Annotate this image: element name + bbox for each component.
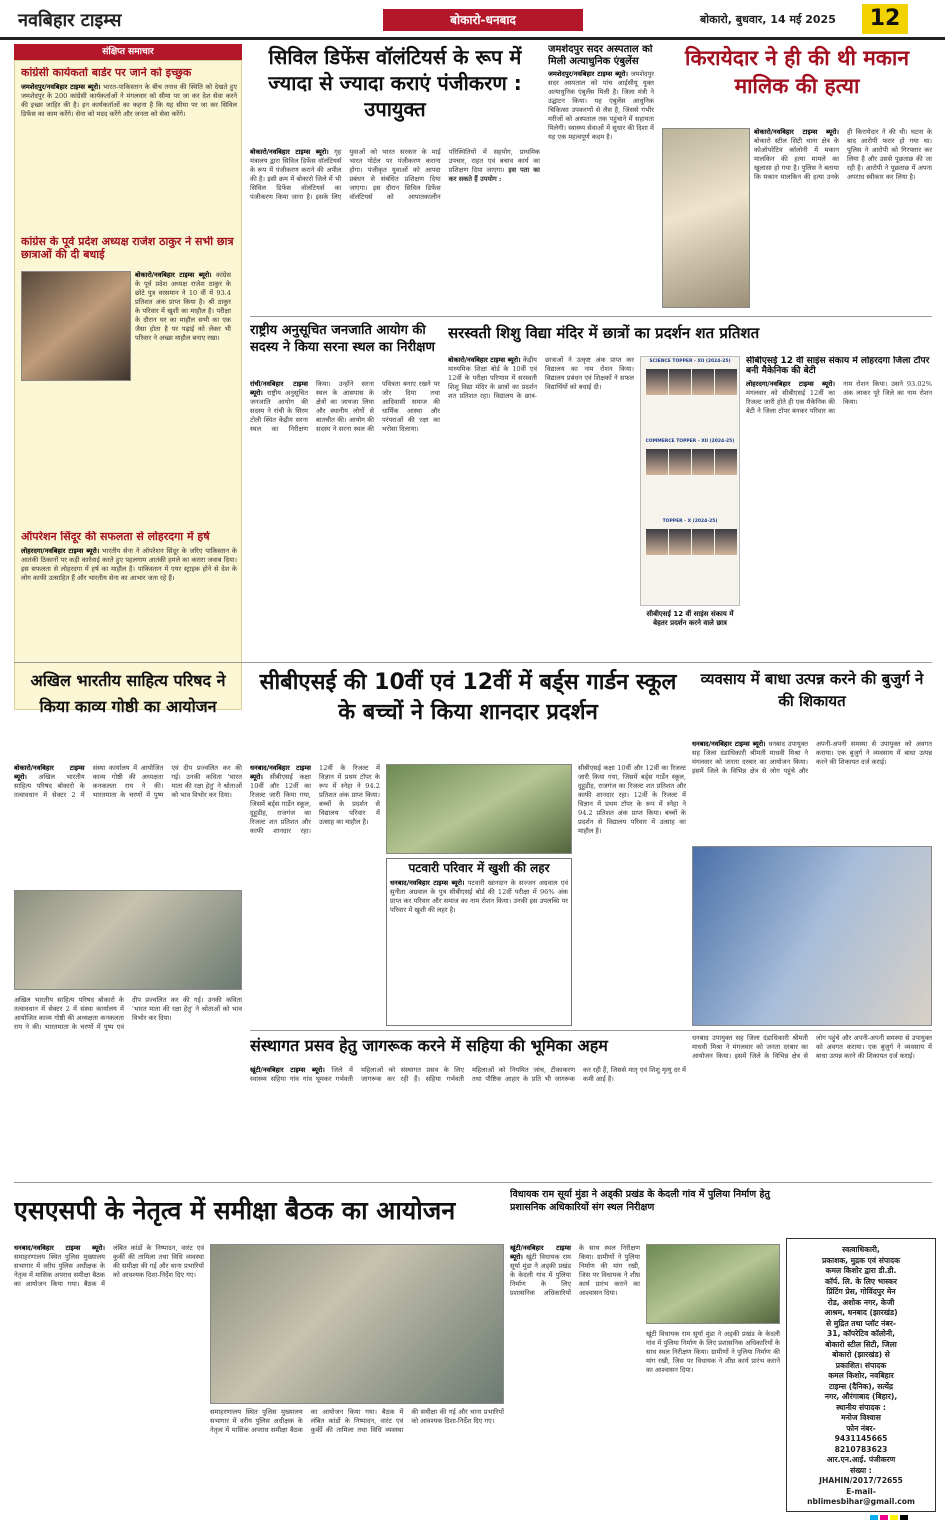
topper-photo bbox=[692, 449, 714, 475]
edition-dateline: बोकारो, बुधवार, 14 मई 2025 bbox=[700, 13, 836, 26]
imprint-line: से मुद्रित तथा प्लॉट नंबर- bbox=[826, 1318, 896, 1328]
sahiya-headline: संस्थागत प्रसव हेतु जागरूक करने में सहिया की भूमिका अहम bbox=[250, 1036, 608, 1055]
murder-text: बोकारो स्टील सिटी थाना क्षेत्र के कोऑपरेटिव कॉलोनी में मकान मालकिन की हत्या मामले का खुलासा हो गया है। पुलिस ने बताया कि मकान मालकिन की हत्या उनके ही किरायेदार ने की थी। घटना के बाद आरोपी फरार हो गया था। पुलिस ने आरोपी को गिरफ्तार कर लिया है और उससे पूछताछ की जा रही है। आरोपी ने पूछताछ में अपना अपराध स्वीकार कर लिया है। bbox=[754, 128, 932, 181]
imprint-line: 31, कॉपरेटिव कॉलोनी, bbox=[827, 1329, 895, 1338]
tribal-lead: रांची/नवबिहार टाइम्स ब्यूरो। bbox=[250, 380, 308, 397]
lohardaga-headline: सीबीएसई 12 वीं साइंस संकाय में लोहरदगा जिला टॉपर बनी मैकेनिक की बेटी bbox=[746, 356, 930, 377]
sahiya-body bbox=[250, 1066, 686, 1176]
birds-text: सीबीएसई कक्षा 10वीं और 12वीं का रिजल्ट जारी किया गया, जिसमें बर्ड्स गार्डेन स्कूल, दुहुडीह, राजगंज का रिजल्ट शत प्रतिशत और काफी शानदार रहा। 12वीं के रिजल्ट में विज्ञान में प्रथम टॉपर के रूप में स्नेहा ने 94.2 प्रतिशत अंक प्राप्त किया। बच्चों के प्रदर्शन से विद्यालय परिवार में उत्साह का माहौल है। bbox=[250, 764, 380, 835]
toppers-photo-grid bbox=[640, 356, 740, 606]
brief-2-lead: बोकारो/नवबिहार टाइम्स ब्यूरो। bbox=[135, 271, 212, 279]
civil-defence-lead: बोकारो/नवबिहार टाइम्स ब्यूरो। bbox=[250, 148, 329, 156]
mla-headline: विधायक राम सूर्या मुंडा ने अड्की प्रखंड के केदली गांव में पुलिया निर्माण हेतु प्रशासनिक अधिकारियों संग स्थल निरीक्षण bbox=[510, 1189, 770, 1213]
patwari-lead: धनबाद/नवबिहार टाइम्स ब्यूरो। bbox=[390, 878, 465, 887]
imprint-line: E-mail- bbox=[846, 1486, 876, 1496]
imprint-line: प्रकाशित। संपादक bbox=[835, 1360, 887, 1370]
imprint-line: आश्रम, धनबाद (झारखंड) bbox=[824, 1308, 898, 1317]
grid-heading-science: SCIENCE TOPPER - XII (2024-25) bbox=[649, 359, 731, 364]
birds-lead: धनबाद/नवबिहार टाइम्स ब्यूरो। bbox=[250, 764, 311, 781]
saraswati-caption: सीबीएसई 12 वीं साइंस संकाय में बेहतर प्रदर्शन करने वाले छात्र bbox=[640, 610, 740, 628]
civil-defence-headline: सिविल डिफेंस वॉलंटियर्स के रूप में ज्यादा से ज्यादा कराएं पंजीकरण : उपायुक्त bbox=[268, 45, 522, 121]
briefs-band: संक्षिप्त समाचार bbox=[14, 44, 242, 60]
topper-photo bbox=[692, 529, 714, 555]
imprint-box bbox=[786, 1238, 936, 1512]
civil-defence-subhead: इस पता का कर सकते हैं उपयोग : bbox=[448, 166, 540, 183]
ssp-lead: धनबाद/नवबिहार टाइम्स ब्यूरो। bbox=[14, 1244, 105, 1252]
tribal-body bbox=[250, 380, 440, 652]
saraswati-lead: बोकारो/नवबिहार टाइम्स ब्यूरो। bbox=[448, 356, 521, 364]
divider bbox=[14, 1182, 932, 1183]
sahitya-body bbox=[14, 764, 242, 886]
divider bbox=[250, 316, 932, 317]
topper-photo bbox=[715, 529, 737, 555]
mla-lead: खूंटी/नवबिहार टाइम्स ब्यूरो। bbox=[510, 1244, 571, 1261]
complaint-photo bbox=[692, 846, 932, 1026]
brief-2-text: कांग्रेस के पूर्व प्रदेश अध्यक्ष राजेश ठाकुर के छोटे पुत्र वरसमान ने 10 वीं में 93.4 प्रतिशत अंक प्राप्त किया है। श्री ठाकुर के परिवार में खुशी का माहौल है। परीक्षा के दौरान घर का माहौल सभी का एक जैसा होता है पर पढ़ाई को लेकर भी परिवार ने अच्छा माहौल बनाए रखा। bbox=[135, 271, 231, 342]
brief-3-text: भारतीय सेना ने ऑपरेशन सिंदूर के जरिए पाकिस्तान के आतंकी ठिकानों पर कड़ी कार्रवाई करते हुए पहलगाम आतंकी हमले का करारा जवाब दिया। इस सफलता से लोहरदगा में हर्ष का माहौल है। पाकिस्तान में एयर स्ट्राइक होने से देश के लोग काफी उत्साहित हैं और भारतीय सेना का आभार जता रहे हैं। bbox=[21, 546, 237, 582]
section-label: बोकारो-धनबाद bbox=[383, 9, 583, 31]
ssp-body bbox=[14, 1244, 204, 1512]
imprint-line: स्थानीय संपादक : bbox=[836, 1402, 886, 1412]
mla-text: खूंटी विधायक राम सूर्या मुंडा ने अड्की प्रखंड के केदली गांव में पुलिया निर्माण के लिए प्रशासनिक अधिकारियों के साथ स्थल निरीक्षण किया। ग्रामीणों ने पुलिया निर्माण की मांग रखी, जिस पर विधायक ने शीघ्र कार्य प्रारंभ कराने का आश्वासन दिया। bbox=[510, 1244, 640, 1297]
topper-photo bbox=[715, 449, 737, 475]
tribal-text: राष्ट्रीय अनुसूचित जनजाति आयोग की सदस्य ने रांची के सिरम टोली स्थित केंद्रीय सरना स्थल का निरीक्षण किया। उन्होंने सरना स्थल के आसपास के क्षेत्रों का जायजा लिया और स्थानीय लोगों से बातचीत की। आयोग की सदस्य ने सरना स्थल की पवित्रता बनाए रखने पर जोर दिया तथा आदिवासी समाज की धार्मिक आस्था और परंपराओं की रक्षा का भरोसा दिलाया। bbox=[250, 380, 440, 433]
topper-photo bbox=[669, 449, 691, 475]
civil-defence-headline-box bbox=[250, 44, 540, 144]
tribal-headline-box bbox=[250, 322, 440, 372]
imprint-line: 9431145665 bbox=[834, 1434, 888, 1443]
birds-headline-box bbox=[250, 668, 686, 758]
topper-photo bbox=[646, 529, 668, 555]
birds-body bbox=[250, 764, 380, 1026]
ssp-headline-box bbox=[14, 1188, 504, 1238]
birds-photo bbox=[386, 764, 572, 854]
imprint-line: nblimesbihar@gmail.com bbox=[807, 1497, 915, 1506]
sahiya-text: जिले में स्वास्थ्य सहिया गांव गांव घूमकर गर्भवती महिलाओं को संस्थागत प्रसव के लिए जागरूक कर रही हैं। सहिया गर्भवती महिलाओं को नियमित जांच, टीकाकरण तथा पौष्टिक आहार के प्रति भी जागरूक कर रही हैं, जिससे मातृ एवं शिशु मृत्यु दर में कमी आई है। bbox=[250, 1066, 686, 1083]
complaint-body bbox=[692, 740, 932, 840]
masthead bbox=[0, 0, 945, 40]
topper-photo bbox=[646, 369, 668, 395]
murder-lead: बोकारो/नवबिहार टाइम्स ब्यूरो। bbox=[754, 128, 839, 136]
brief-1-lead: जमशेदपुर/नवबिहार टाइम्स ब्यूरो। bbox=[21, 82, 101, 91]
complaint-headline-box bbox=[692, 668, 932, 736]
patwari-headline: पटवारी परिवार में खुशी की लहर bbox=[408, 861, 550, 875]
murder-headline-box bbox=[662, 44, 932, 124]
ambulance-headline: जमशेदपुर सदर अस्पताल को मिली अत्याधुनिक एंबुलेंस bbox=[548, 44, 653, 67]
mla-photo bbox=[646, 1244, 780, 1324]
complaint-body-more bbox=[692, 1034, 932, 1176]
imprint-line: नगर, औरंगाबाद (बिहार), bbox=[824, 1392, 898, 1401]
birds-headline: सीबीएसई की 10वीं एवं 12वीं में बर्ड्स गार्डन स्कूल के बच्चों ने किया शानदार प्रदर्शन bbox=[259, 670, 677, 725]
saraswati-text: केंद्रीय माध्यमिक शिक्षा बोर्ड के 10वीं एवं 12वीं के परीक्षा परिणाम में सरस्वती शिशु विद्या मंदिर के छात्रों का प्रदर्शन शत प्रतिशत रहा। विद्यालय के छात्र-छात्राओं ने उत्कृष्ट अंक प्राप्त कर विद्यालय का नाम रोशन किया। विद्यालय प्रबंधन एवं शिक्षकों ने सफल विद्यार्थियों को बधाई दी। bbox=[448, 356, 634, 400]
patwari-text: पटवारी खानदान के सज्जन अग्रवाल एवं सुनीता अग्रवाल के पुत्र सीबीएसई बोर्ड की 12वीं परीक्षा में 96% अंक प्राप्त कर परिवार और समाज का नाम रोशन किया। उनकी इस उपलब्धि पर परिवार में खुशी की लहर है। bbox=[390, 878, 568, 914]
grid-heading-tenth: TOPPER - X (2024-25) bbox=[662, 519, 718, 524]
imprint-line: कमल किशोर, नवबिहार bbox=[828, 1371, 894, 1380]
civil-defence-text: गृह मंत्रालय द्वारा सिविल डिफेंस वॉलंटियर्स के रूप में पंजीकरण कराने की अपील की है। इसी क्रम में बोकारो जिले में भी सिविल डिफेंस वॉलंटियर्स का पंजीकरण किया जाना है। इसके लिए युवाओं को भारत सरकार के माई भारत पोर्टल पर पंजीकरण कराना होगा। पंजीकृत युवाओं को आपदा प्रबंधन से संबंधित प्रशिक्षण दिया जाएगा। इस दौरान सिविल डिफेंस वॉलंटियर्स को आपातकालीन परिस्थितियों में सहयोग, प्राथमिक उपचार, राहत एवं बचाव कार्य का प्रशिक्षण दिया जाएगा। bbox=[250, 148, 540, 201]
imprint-line: आर.एन.आई. पंजीकरण bbox=[826, 1455, 896, 1464]
murder-photo bbox=[662, 128, 750, 308]
sahitya-body-more bbox=[14, 996, 242, 1116]
sahiya-lead: खूंटी/नवबिहार टाइम्स ब्यूरो। bbox=[250, 1066, 325, 1074]
sahitya-headline: अखिल भारतीय साहित्य परिषद ने किया काव्य गोष्ठी का आयोजन bbox=[30, 671, 226, 716]
saraswati-body bbox=[448, 356, 634, 652]
sahiya-headline-box bbox=[250, 1034, 686, 1062]
divider bbox=[250, 1030, 932, 1031]
lohardaga-story bbox=[746, 356, 932, 652]
ssp-photo bbox=[210, 1244, 504, 1404]
print-color-marks bbox=[870, 1508, 910, 1516]
tribal-headline: राष्ट्रीय अनुसूचित जनजाति आयोग की सदस्य ने किया सरना स्थल का निरीक्षण bbox=[250, 323, 435, 355]
brief-1-text: भारत-पाकिस्तान के बीच तनाव की स्थिति को देखते हुए जमशेदपुर के 200 कांग्रेसी कार्यकर्ताओं ने मंगलवार को सीमा पर जा कर देश सेवा करने की इच्छा जाहिर की है। इन कार्यकर्ताओं का कहना है कि यह सीमा पर जा कर सिविल डिफेंस का काम करेंगे। सेना को मदद करेंगे और जनता को सेवा करेंगे। bbox=[21, 82, 237, 118]
birds-body-right bbox=[578, 764, 686, 1026]
complaint-headline: व्यवसाय में बाधा उत्पन्न करने की बुजुर्ग ने की शिकायत bbox=[700, 670, 924, 710]
murder-body bbox=[754, 128, 932, 308]
brief-2-photo bbox=[21, 271, 131, 381]
topper-photo bbox=[715, 369, 737, 395]
imprint-line: बोकारो स्टील सिटी, जिला bbox=[825, 1339, 897, 1349]
ssp-text-more: समाहरणालय स्थित पुलिस मुख्यालय सभागार में वरीय पुलिस अधीक्षक के नेतृत्व में मासिक अपराध समीक्षा बैठक का आयोजन किया गया। बैठक में लंबित कांडों के निष्पादन, वारंट एवं कुर्की की तामिला तथा विधि व्यवस्था की समीक्षा की गई और थाना प्रभारियों को आवश्यक दिशा-निर्देश दिए गए। bbox=[210, 1408, 504, 1434]
lohardaga-text: मंगलवार को सीबीएसई 12वीं का रिजल्ट जारी होते ही एक मैकेनिक की बेटी ने जिला टॉपर बनकर परिवार का नाम रोशन किया। उसने 93.02% अंक लाकर पूरे जिले का नाम रोशन किया। bbox=[746, 379, 932, 415]
patwari-box bbox=[386, 858, 572, 1026]
mla-body-more bbox=[646, 1330, 780, 1512]
sahitya-photo bbox=[14, 890, 242, 990]
topper-photo bbox=[669, 369, 691, 395]
complaint-lead: धनबाद/नवबिहार टाइम्स ब्यूरो। bbox=[692, 740, 766, 748]
mla-headline-box bbox=[510, 1188, 780, 1240]
ambulance-lead: जमशेदपुर/नवबिहार टाइम्स ब्यूरो। bbox=[548, 70, 629, 78]
imprint-line: फोन नंबर- bbox=[846, 1423, 876, 1433]
saraswati-headline-box bbox=[448, 322, 932, 350]
imprint-line: रोड, अशोक नगर, केजी bbox=[827, 1297, 895, 1307]
imprint-line: JHAHIN/2017/72655 bbox=[819, 1476, 903, 1485]
complaint-text: धनबाद उपायुक्त सह जिला दंडाधिकारी श्रीमती माधवी मिश्रा ने मंगलवार को जनता दरबार का आयोजन किया। इसमें जिले के विभिन्न क्षेत्र से लोग पहुंचे और अपनी-अपनी समस्या से उपायुक्त को अवगत कराया। एक बुजुर्ग ने व्यवसाय में बाधा उत्पन्न करने की शिकायत दर्ज कराई। bbox=[692, 740, 932, 775]
sahitya-text: अखिल भारतीय साहित्य परिषद बोकारो के तत्वावधान में सेक्टर 2 में संस्था कार्यालय में आयोजित काव्य गोष्ठी की अध्यक्षता कनकलता राय ने की। भारतमाता के चरणों में पुष्प एवं दीप प्रज्वलित कर की गई। उनकी कविता 'भारत माता की रक्षा हेतु' ने श्रोताओं को भाव विभोर कर दिया। bbox=[14, 764, 242, 799]
imprint-line: स्वत्वाधिकारी, bbox=[842, 1245, 880, 1254]
ssp-text: समाहरणालय स्थित पुलिस मुख्यालय सभागार में वरीय पुलिस अधीक्षक के नेतृत्व में मासिक अपराध समीक्षा बैठक का आयोजन किया गया। बैठक में लंबित कांडों के निष्पादन, वारंट एवं कुर्की की तामिला तथा विधि व्यवस्था की समीक्षा की गई और थाना प्रभारियों को आवश्यक दिशा-निर्देश दिए गए। bbox=[14, 1244, 204, 1288]
saraswati-headline: सरस्वती शिशु विद्या मंदिर में छात्रों का प्रदर्शन शत प्रतिशत bbox=[448, 324, 760, 342]
brief-2-title: कांग्रेस के पूर्व प्रदेश अध्यक्ष राजेश ठाकुर ने सभी छात्र छात्राओं की दी बधाई bbox=[21, 236, 234, 261]
complaint-text-more: धनबाद उपायुक्त सह जिला दंडाधिकारी श्रीमती माधवी मिश्रा ने मंगलवार को जनता दरबार का आयोजन किया। इसमें जिले के विभिन्न क्षेत्र से लोग पहुंचे और अपनी-अपनी समस्या से उपायुक्त को अवगत कराया। एक बुजुर्ग ने व्यवसाय में बाधा उत्पन्न करने की शिकायत दर्ज कराई। bbox=[692, 1034, 932, 1060]
grid-heading-commerce: COMMERCE TOPPER - XII (2024-25) bbox=[645, 439, 735, 444]
imprint-line: मनोज विश्वास bbox=[841, 1413, 881, 1422]
imprint-line: संख्या : bbox=[850, 1465, 872, 1475]
brief-1-title: कांग्रेसी कार्यकर्ता बार्डर पर जाने को इच्छुक bbox=[21, 67, 192, 79]
imprint-line: 8210783623 bbox=[834, 1444, 888, 1454]
imprint-line: प्रिंटिंग प्रेस, गोविंदपुर मेन bbox=[826, 1287, 896, 1296]
imprint-line: टाइम्स (दैनिक), सत्येंद्र bbox=[828, 1381, 894, 1391]
topper-photo bbox=[669, 529, 691, 555]
sahitya-headline-box bbox=[14, 668, 242, 758]
ambulance-story bbox=[548, 44, 654, 310]
mla-body bbox=[510, 1244, 640, 1512]
topper-photo bbox=[646, 449, 668, 475]
briefs-column bbox=[14, 60, 242, 710]
newspaper-name: नवबिहार टाइम्स bbox=[18, 10, 122, 31]
imprint-line: बोकारो (झारखंड) से bbox=[832, 1350, 890, 1359]
brief-3-lead: लोहरदगा/नवबिहार टाइम्स ब्यूरो। bbox=[21, 546, 100, 555]
imprint-line: कॉर्प. लि. के लिए भास्कर bbox=[825, 1276, 897, 1286]
imprint-line: कमल किशोर द्वारा डी.डी. bbox=[825, 1266, 897, 1275]
ssp-headline: एसएसपी के नेतृत्व में समीक्षा बैठक का आयोजन bbox=[14, 1196, 456, 1225]
birds-text-right: सीबीएसई कक्षा 10वीं और 12वीं का रिजल्ट जारी किया गया, जिसमें बर्ड्स गार्डेन स्कूल, दुहुडीह, राजगंज का रिजल्ट शत प्रतिशत और काफी शानदार रहा। 12वीं के रिजल्ट में विज्ञान में प्रथम टॉपर के रूप में स्नेहा ने 94.2 प्रतिशत अंक प्राप्त किया। बच्चों के प्रदर्शन से विद्यालय परिवार में उत्साह का माहौल है। bbox=[578, 764, 686, 835]
imprint-line: प्रकाशक, मुद्रक एवं संपादक bbox=[821, 1255, 901, 1265]
page-number: 12 bbox=[862, 4, 908, 34]
murder-headline: किरायेदार ने ही की थी मकान मालिक की हत्या bbox=[685, 46, 909, 98]
lohardaga-lead: लोहरदगा/नवबिहार टाइम्स ब्यूरो। bbox=[746, 379, 835, 388]
sahitya-text-more: अखिल भारतीय साहित्य परिषद बोकारो के तत्वावधान में सेक्टर 2 में संस्था कार्यालय में आयोजित काव्य गोष्ठी की अध्यक्षता कनकलता राय ने की। भारतमाता के चरणों में पुष्प एवं दीप प्रज्वलित कर की गई। उनकी कविता 'भारत माता की रक्षा हेतु' ने श्रोताओं को भाव विभोर कर दिया। bbox=[14, 996, 242, 1031]
divider bbox=[14, 662, 932, 663]
brief-3-title: ऑपरेशन सिंदूर की सफलता से लोहरदगा में हर्ष bbox=[21, 531, 210, 543]
civil-defence-body bbox=[250, 148, 540, 313]
sahitya-lead: बोकारो/नवबिहार टाइम्स ब्यूरो। bbox=[14, 764, 85, 781]
mla-text-more: खूंटी विधायक राम सूर्या मुंडा ने अड्की प्रखंड के केदली गांव में पुलिया निर्माण के लिए प्रशासनिक अधिकारियों के साथ स्थल निरीक्षण किया। ग्रामीणों ने पुलिया निर्माण की मांग रखी, जिस पर विधायक ने शीघ्र कार्य प्रारंभ कराने का आश्वासन दिया। bbox=[646, 1330, 780, 1374]
ssp-body-more bbox=[210, 1408, 504, 1512]
ambulance-text: जमशेदपुर सदर अस्पताल को पांच आईसीयू युक्त अत्याधुनिक एंबुलेंस मिली है। जिला मंत्री ने उद्घाटन किया। यह एंबुलेंस आधुनिक चिकित्सा उपकरणों से लैस है, जिससे गंभीर मरीजों को अस्पताल तक पहुंचाने में सहायता मिलेगी। स्वास्थ्य सेवाओं में सुधार की दिशा में यह एक महत्वपूर्ण कदम है। bbox=[548, 70, 654, 141]
topper-photo bbox=[692, 369, 714, 395]
